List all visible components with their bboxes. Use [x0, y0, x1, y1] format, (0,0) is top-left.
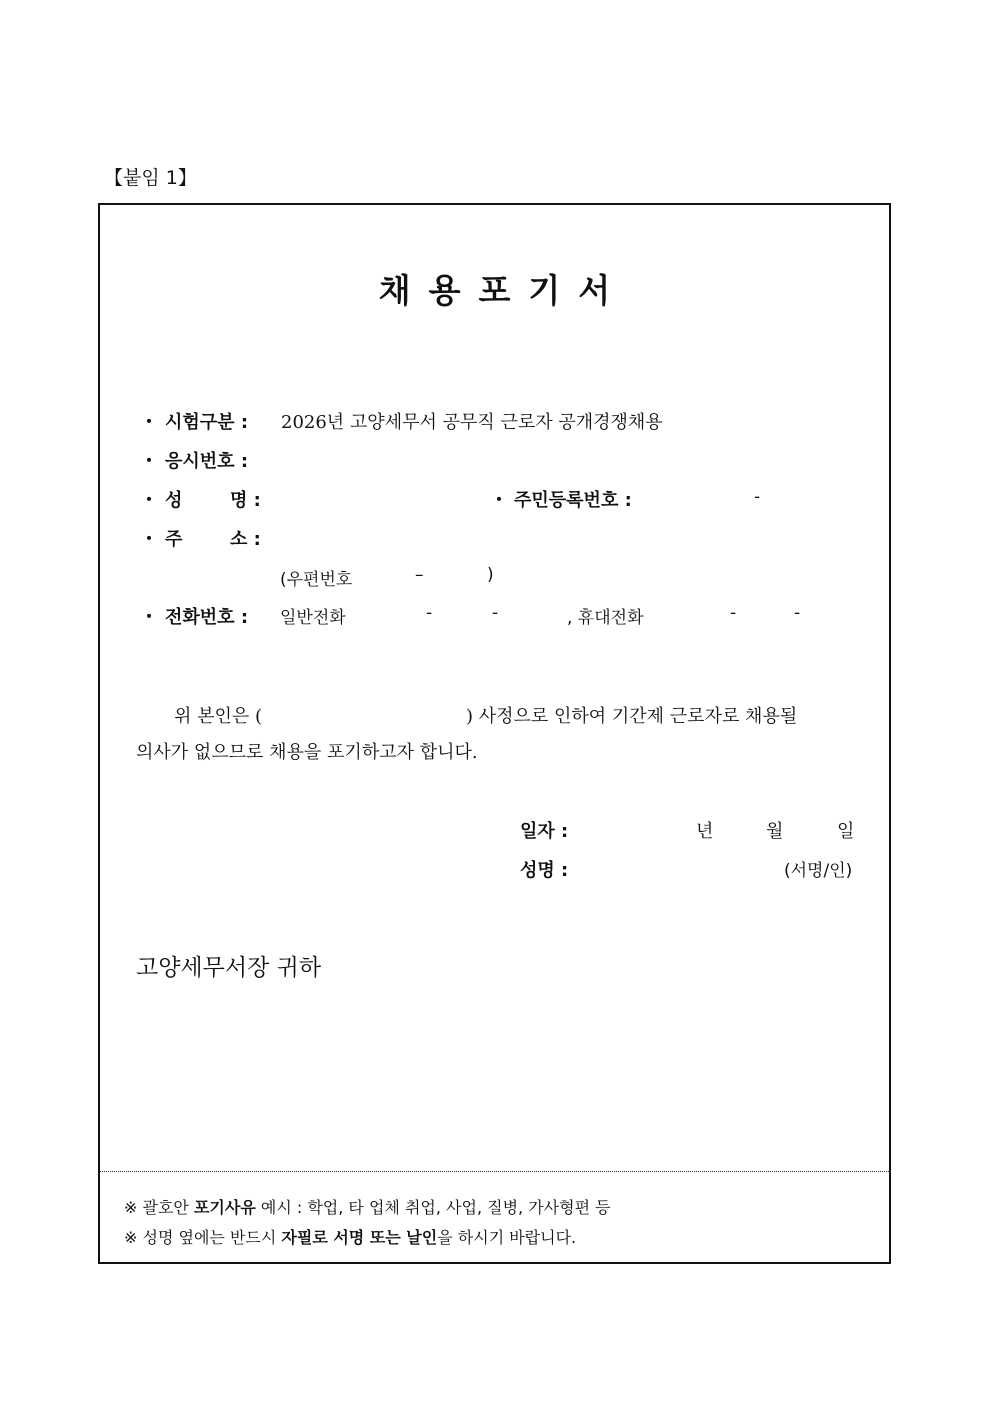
mobile-label: , 휴대전화	[567, 608, 644, 628]
exam-category-value: 2026년 고양세무서 공무직 근로자 공개경쟁채용	[281, 412, 663, 433]
form-title: 채용포기서	[378, 271, 629, 310]
bullet: ・	[140, 607, 158, 628]
bullet: ・	[140, 529, 158, 550]
landline-dash-2: -	[492, 603, 499, 623]
day-unit: 일	[837, 821, 855, 842]
note2-prefix: ※ 성명 옆에는 반드시	[124, 1228, 282, 1247]
postal-dash: –	[415, 565, 424, 585]
note2-bold: 자필로 서명 또는 날인	[281, 1228, 438, 1247]
form-frame	[98, 203, 891, 1264]
mobile-dash-2: -	[794, 603, 801, 623]
note1-prefix: ※ 괄호안	[124, 1198, 194, 1217]
address-label-second: 소 :	[230, 529, 261, 550]
note1-bold: 포기사유	[193, 1198, 256, 1217]
name-label-first: 성	[165, 490, 183, 511]
note-signature-required	[124, 1225, 576, 1248]
statement-line-1a: 위 본인은 (	[174, 706, 263, 727]
resident-id-dash: -	[754, 486, 761, 507]
year-unit: 년	[696, 821, 714, 842]
postal-open: (우편번호	[280, 570, 353, 590]
addressee: 고양세무서장 귀하	[136, 955, 322, 981]
statement-line-2: 의사가 없으므로 채용을 포기하고자 합니다.	[136, 742, 478, 763]
attachment-label: 【붙임 1】	[104, 167, 197, 189]
date-label: 일자 :	[520, 821, 569, 842]
statement-line-1b: ) 사정으로 인하여 기간제 근로자로 채용될	[466, 706, 798, 727]
bullet: ・	[490, 490, 508, 511]
note2-suffix: 을 하시기 바랍니다.	[437, 1228, 577, 1247]
signature-name-label: 성명 :	[520, 860, 569, 881]
note1-suffix: 예시 : 학업, 타 업체 취업, 사업, 질병, 가사형편 등	[255, 1198, 611, 1217]
postal-close: )	[487, 565, 494, 585]
exam-number-label: 응시번호 :	[165, 451, 249, 472]
sign-hint: (서명/인)	[784, 861, 853, 881]
name-label-second: 명 :	[230, 490, 261, 511]
bullet: ・	[140, 451, 158, 472]
landline-dash-1: -	[426, 603, 433, 623]
address-label-first: 주	[165, 529, 183, 550]
bullet: ・	[140, 490, 158, 511]
dotted-divider	[100, 1171, 889, 1172]
note-reason-examples	[124, 1195, 611, 1218]
phone-label: 전화번호 :	[165, 607, 249, 628]
exam-category-label: 시험구분 :	[165, 412, 249, 433]
landline-label: 일반전화	[280, 608, 346, 628]
month-unit: 월	[766, 821, 784, 842]
resident-id-label: 주민등록번호 :	[514, 490, 632, 511]
mobile-dash-1: -	[730, 603, 737, 623]
bullet: ・	[140, 412, 158, 433]
